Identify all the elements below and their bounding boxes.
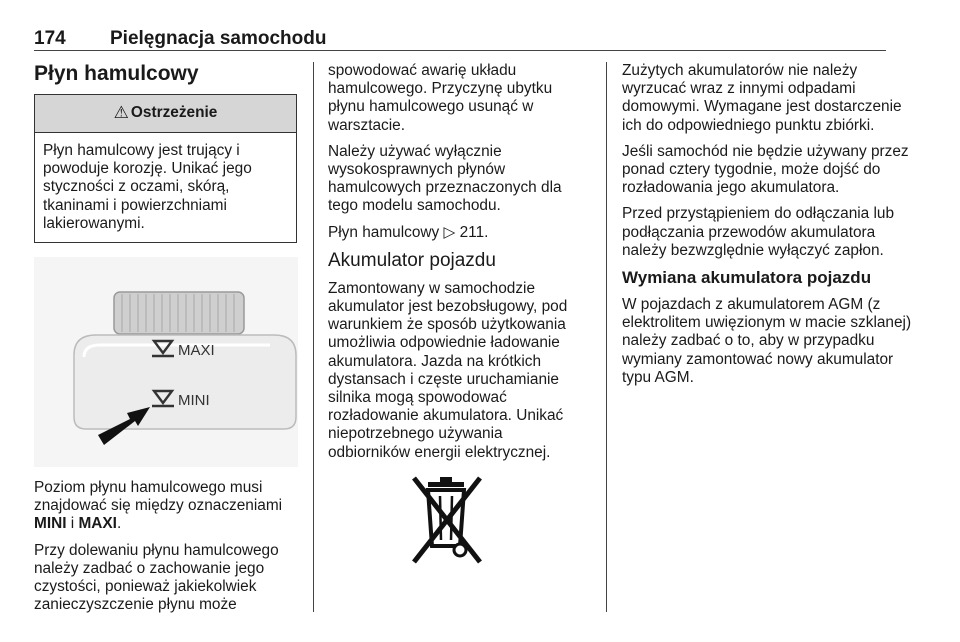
paragraph-agm: W pojazdach z akumulatorem AGM (z elektrolitem uwięzionym w macie szklanej) należy zadbać o to, aby w przypadku wymiany zamontować nowy akumulator typu AGM. <box>622 296 912 386</box>
paragraph-fluid-type: Należy używać wyłącznie wysokosprawnych płynów hamulcowych przeznaczonych dla tego modelu samochodu. <box>328 142 562 215</box>
mini-label: MINI <box>178 392 210 410</box>
paragraph-ignition: Przed przystąpieniem do odłączania lub podłączania przewodów akumulatora należy bezwzględnie wyłączyć zapłon. <box>622 205 895 259</box>
page-reference[interactable]: 211. <box>459 223 489 241</box>
paragraph-battery: Zamontowany w samochodzie akumulator jest bezobsługowy, pod warunkiem że sposób użytkowania umożliwia odpowiednie ładowanie akumulatora. Jazda na krótkich dystansach i częste uruchamianie silnika mogą spowodować rozładowanie akumulatora. Unikać niepotrzebnego używania odbiorników energii elektrycznej. <box>328 279 568 461</box>
reservoir-drawing <box>34 257 298 467</box>
paragraph-failure: spowodować awarię układu hamulcowego. Przyczynę ubytku płynu hamulcowego usunąć w warsztacie. <box>328 62 553 134</box>
brake-fluid-reservoir-illustration <box>34 257 298 467</box>
column-2 <box>328 62 582 570</box>
column-3 <box>622 62 922 395</box>
crossed-out-bin-icon <box>406 470 486 570</box>
maxi-label: MAXI <box>178 342 215 360</box>
warning-triangle-icon: ⚠ <box>113 103 129 123</box>
column-divider-1 <box>313 62 314 612</box>
mini-term: MINI <box>34 515 67 533</box>
warning-title: Ostrzeżenie <box>130 104 218 122</box>
paragraph-discharge: Jeśli samochód nie będzie używany przez ponad cztery tygodnie, może dojść do rozładowania jego akumulatora. <box>622 142 909 197</box>
paragraph-disposal: Zużytych akumulatorów nie należy wyrzucać wraz z innymi odpadami domowymi. Wymagane jest dostarczenie ich do odpowiedniego punktu zbiórki. <box>622 62 902 134</box>
maxi-term: MAXI <box>78 515 117 533</box>
warning-header <box>35 95 296 133</box>
warning-box <box>34 94 297 243</box>
section-heading-brake-fluid: Płyn hamulcowy <box>34 62 199 85</box>
paragraph-fluid-ref: Płyn hamulcowy ▷ 211. <box>328 223 489 241</box>
subheading-battery-replacement: Wymiana akumulatora pojazdu <box>622 268 872 288</box>
page-reference-icon: ▷ <box>443 223 456 241</box>
header-rule <box>34 50 886 51</box>
paragraph-level: Poziom płynu hamulcowego musi znajdować się między oznaczeniami MINI i MAXI. <box>34 479 283 533</box>
section-heading-battery: Akumulator pojazdu <box>328 249 496 271</box>
paragraph-topping-up: Przy dolewaniu płynu hamulcowego należy zadbać o zachowanie jego czystości, ponieważ jakiekolwiek zanieczyszczenie płynu może <box>34 541 279 614</box>
column-1 <box>34 62 298 622</box>
column-divider-2 <box>606 62 607 612</box>
warning-text: Płyn hamulcowy jest trujący i powoduje korozję. Unikać jego styczności z oczami, skórą, tkaninami i powierzchniami lakierowanymi. <box>43 142 252 232</box>
page-number: 174 <box>34 28 66 49</box>
running-title: Pielęgnacja samochodu <box>110 28 327 49</box>
